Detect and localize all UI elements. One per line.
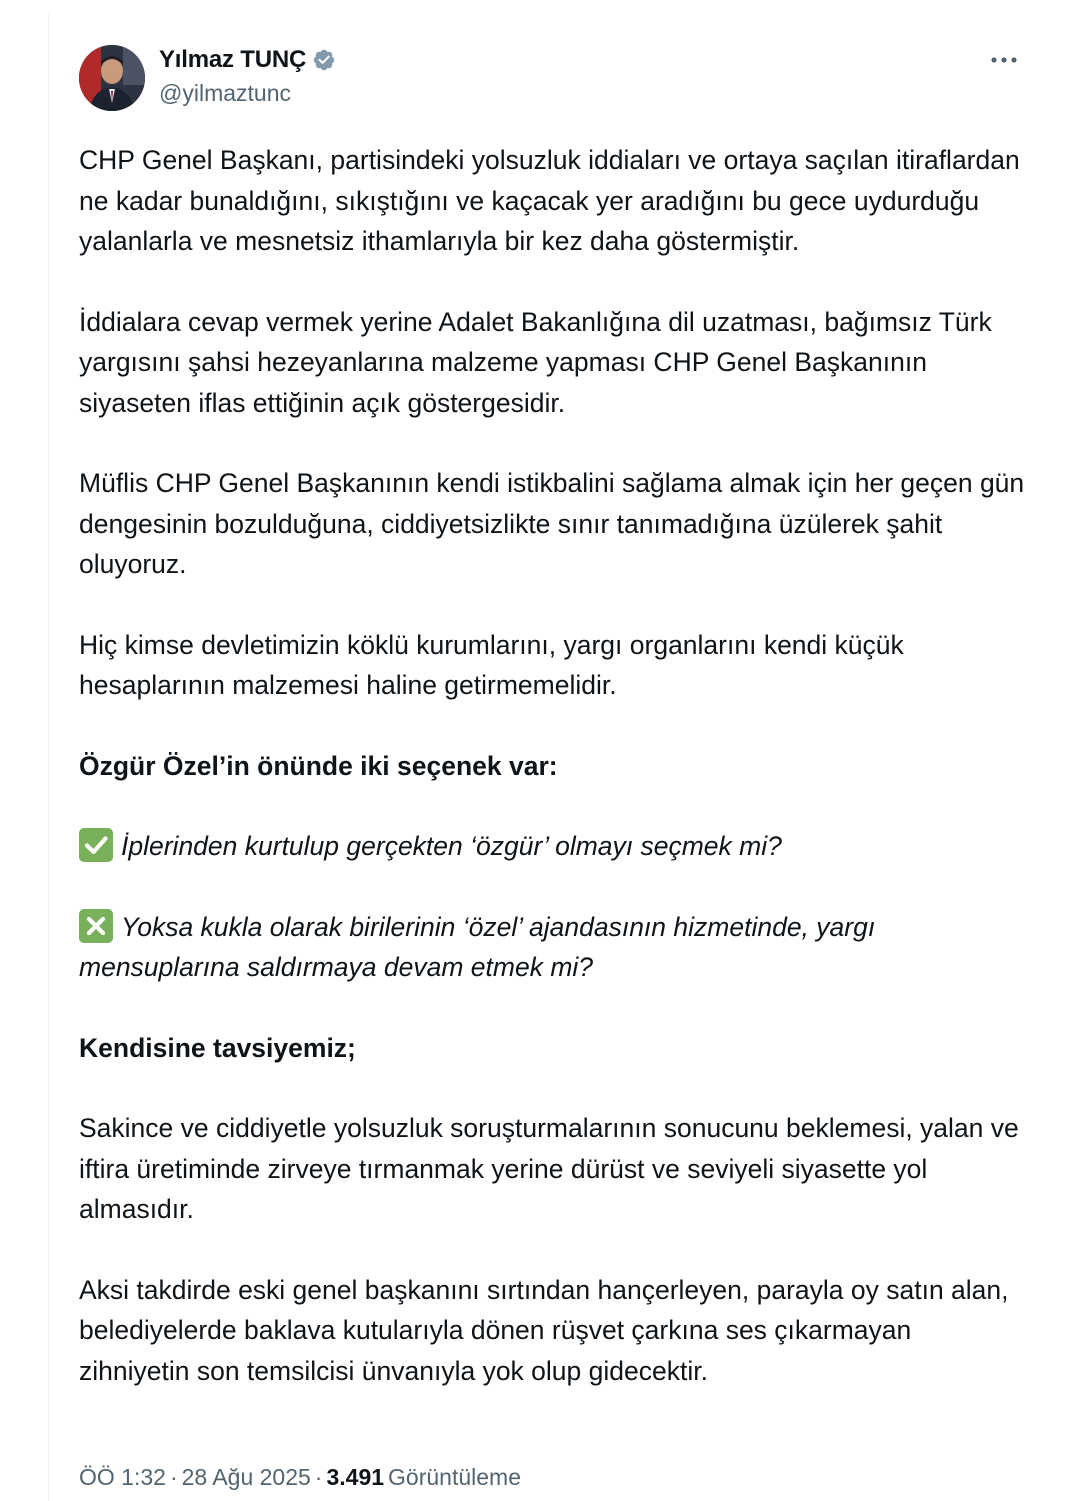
- cross-mark-button-icon: [79, 909, 113, 943]
- tweet-paragraph: Aksi takdirde eski genel başkanını sırtından hançerleyen, parayla oy satın alan, belediyelerde baklava kutularıyla dönen rüşvet çarkına ses çıkarmayan zihniyetin son temsilcisi ünvanıyla yok olup gidecektir.: [79, 1274, 1009, 1386]
- tweet-card: [48, 12, 1058, 1501]
- tweet-time[interactable]: ÖÖ 1:32: [79, 1464, 166, 1490]
- views-count[interactable]: 3.491: [326, 1464, 385, 1490]
- tweet-paragraph-heading: Kendisine tavsiyemiz;: [79, 1032, 356, 1063]
- tweet-paragraph: CHP Genel Başkanı, partisindeki yolsuzluk iddiaları ve ortaya saçılan itiraflardan ne kadar bunaldığını, sıkıştığını ve kaçacak yer aradığını bu gece uydurduğu yalanlarla ve mesnetsiz ithamlarıyla bir kez daha göstermiştir.: [79, 145, 1020, 256]
- option-no: [79, 907, 1029, 988]
- option-no-text: Yoksa kukla olarak birilerinin ‘özel’ ajandasının hizmetinde, yargı mensuplarına saldırmaya devam etmek mi?: [79, 911, 876, 982]
- option-yes: [79, 826, 1029, 867]
- meta-separator: ·: [314, 1464, 323, 1490]
- meta-separator: ·: [169, 1464, 178, 1490]
- tweet-text: [79, 140, 1029, 1431]
- tweet-date[interactable]: 28 Ağu 2025: [181, 1464, 311, 1490]
- more-horizontal-icon: [990, 56, 1018, 64]
- tweet-meta: [79, 1464, 521, 1491]
- tweet-paragraph: İddialara cevap vermek yerine Adalet Bakanlığına dil uzatması, bağımsız Türk yargısını şahsi hezeyanlarına malzeme yapması CHP Genel Başkanının siyaseten iflas ettiğinin açık göstergesidir.: [79, 306, 992, 418]
- name-row: [159, 46, 336, 74]
- tweet-paragraph-heading: Özgür Özel’in önünde iki seçenek var:: [79, 750, 558, 781]
- tweet-header: [79, 42, 1028, 122]
- check-mark-button-icon: [79, 828, 113, 862]
- more-options-button[interactable]: [986, 42, 1022, 78]
- avatar-photo-icon: [79, 45, 145, 111]
- option-yes-text: İplerinden kurtulup gerçekten ‘özgür’ olmayı seçmek mi?: [121, 831, 782, 861]
- tweet-paragraph: Müflis CHP Genel Başkanının kendi istikbalini sağlama almak için her geçen gün dengesinin bozulduğuna, ciddiyetsizlikte sınır tanımadığına üzülerek şahit oluyoruz.: [79, 468, 1025, 579]
- verified-badge-icon[interactable]: [312, 48, 336, 72]
- views-label: Görüntüleme: [388, 1464, 521, 1490]
- author-info: [159, 46, 336, 107]
- author-display-name[interactable]: Yılmaz TUNÇ: [159, 46, 307, 73]
- avatar[interactable]: [79, 45, 145, 111]
- tweet-paragraph: Hiç kimse devletimizin köklü kurumlarını, yargı organlarını kendi küçük hesaplarının malzemesi haline getirmemelidir.: [79, 629, 904, 700]
- author-handle[interactable]: @yilmaztunc: [159, 80, 291, 106]
- tweet-paragraph: Sakince ve ciddiyetle yolsuzluk soruşturmalarının sonucunu beklemesi, yalan ve iftira üretiminde zirveye tırmanmak yerine dürüst ve seviyeli siyasette yol almasıdır.: [79, 1113, 1019, 1224]
